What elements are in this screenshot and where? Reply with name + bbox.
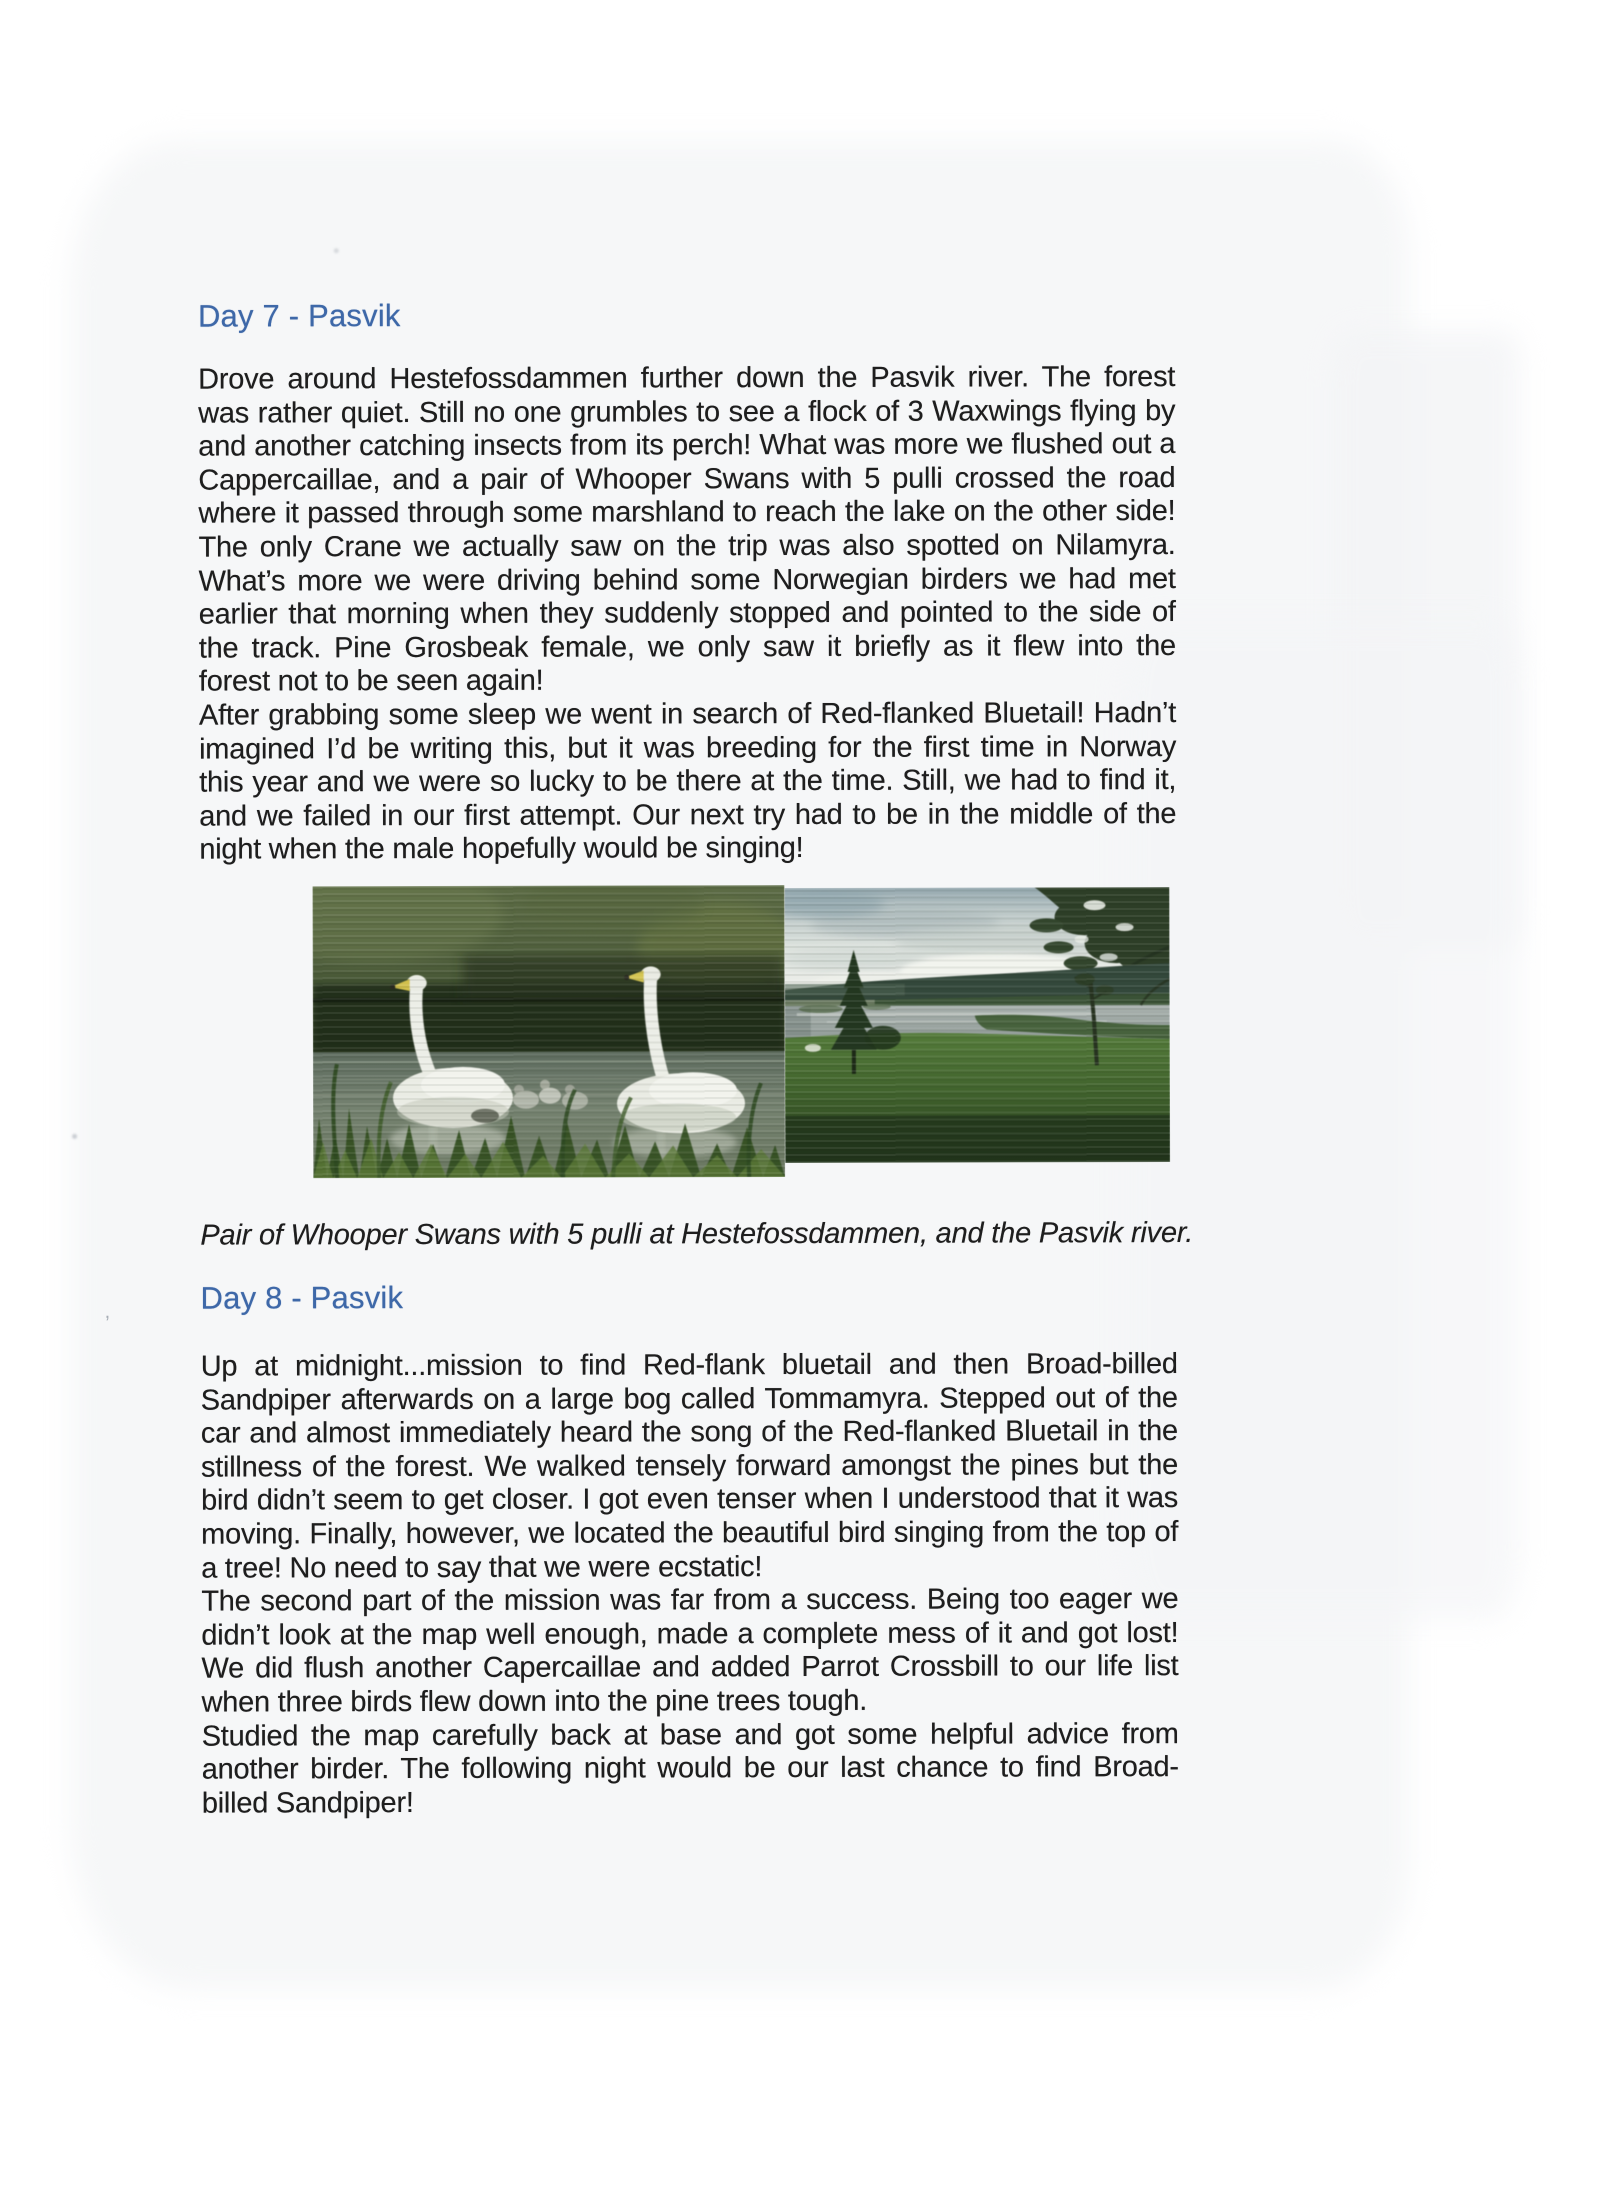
- section-heading-day8: Day 8 - Pasvik: [200, 1280, 404, 1316]
- river-photo-graphic: [784, 887, 1170, 1163]
- scan-artifact: ,: [104, 1300, 111, 1323]
- scan-artifact: [72, 1134, 77, 1139]
- pasvik-river-photo: [784, 887, 1170, 1163]
- scan-artifact: [334, 248, 339, 253]
- paragraph: Up at midnight...mission to find Red-flank bluetail and then Broad-billed Sandpiper afterwards on a large bog called Tommamyra. Stepped out of the car and almost immediately heard the song of the Red-flanked Bluetail in the stillness of the forest. We walked tensely forward amongst the pines but the bird didn’t seem to get closer. I got even tenser when I understood that it was moving. Finally, however, we located the beautiful bird singing from the top of a tree! No need to say that we were ecstatic!: [200, 1348, 1179, 1585]
- paragraph: Drove around Hestefossdammen further down the Pasvik river. The forest was rather quiet. Still no one grumbles to see a flock of 3 Waxwings flying by and another catching insects from its perch! What was more we flushed out a Cappercaillae, and a pair of Whooper Swans with 5 pulli crossed the road where it passed through some marshland to reach the lake on the other side! The only Crane we actually saw on the trip was also spotted on Nilamyra. What’s more we were driving behind some Norwegian birders we had met earlier that morning when they suddenly stopped and pointed to the side of the track. Pine Grosbeak female, we only saw it briefly as it flew into the forest not to be seen again!: [198, 361, 1176, 698]
- day8-text-block: [201, 1348, 1179, 1821]
- section-heading-day7: Day 7 - Pasvik: [197, 298, 401, 334]
- swans-photo-graphic: [312, 885, 785, 1178]
- whooper-swans-photo: [312, 885, 785, 1178]
- paragraph: The second part of the mission was far from a success. Being too eager we didn’t look at the map well enough, made a complete mess of it and got lost! We did flush another Capercaillae and added Parrot Crossbill to our life list when three birds flew down into the pine trees tough.: [201, 1583, 1179, 1719]
- figure-caption: Pair of Whooper Swans with 5 pulli at Hestefossdammen, and the Pasvik river.: [200, 1216, 1194, 1252]
- paragraph: After grabbing some sleep we went in search of Red-flanked Bluetail! Hadn’t imagined I’d be writing this, but it was breeding for the first time in Norway this year and we were so lucky to be there at the time. Still, we had to find it, and we failed in our first attempt. Our next try had to be in the middle of the night when the male hopefully would be singing!: [198, 696, 1177, 866]
- forest-reflection-background: [312, 885, 785, 1058]
- field: [785, 1032, 1170, 1163]
- paragraph: Studied the map carefully back at base and got some helpful advice from another birder. The following night would be our last chance to find Broad-billed Sandpiper!: [201, 1717, 1179, 1820]
- day7-text-block: [198, 361, 1176, 867]
